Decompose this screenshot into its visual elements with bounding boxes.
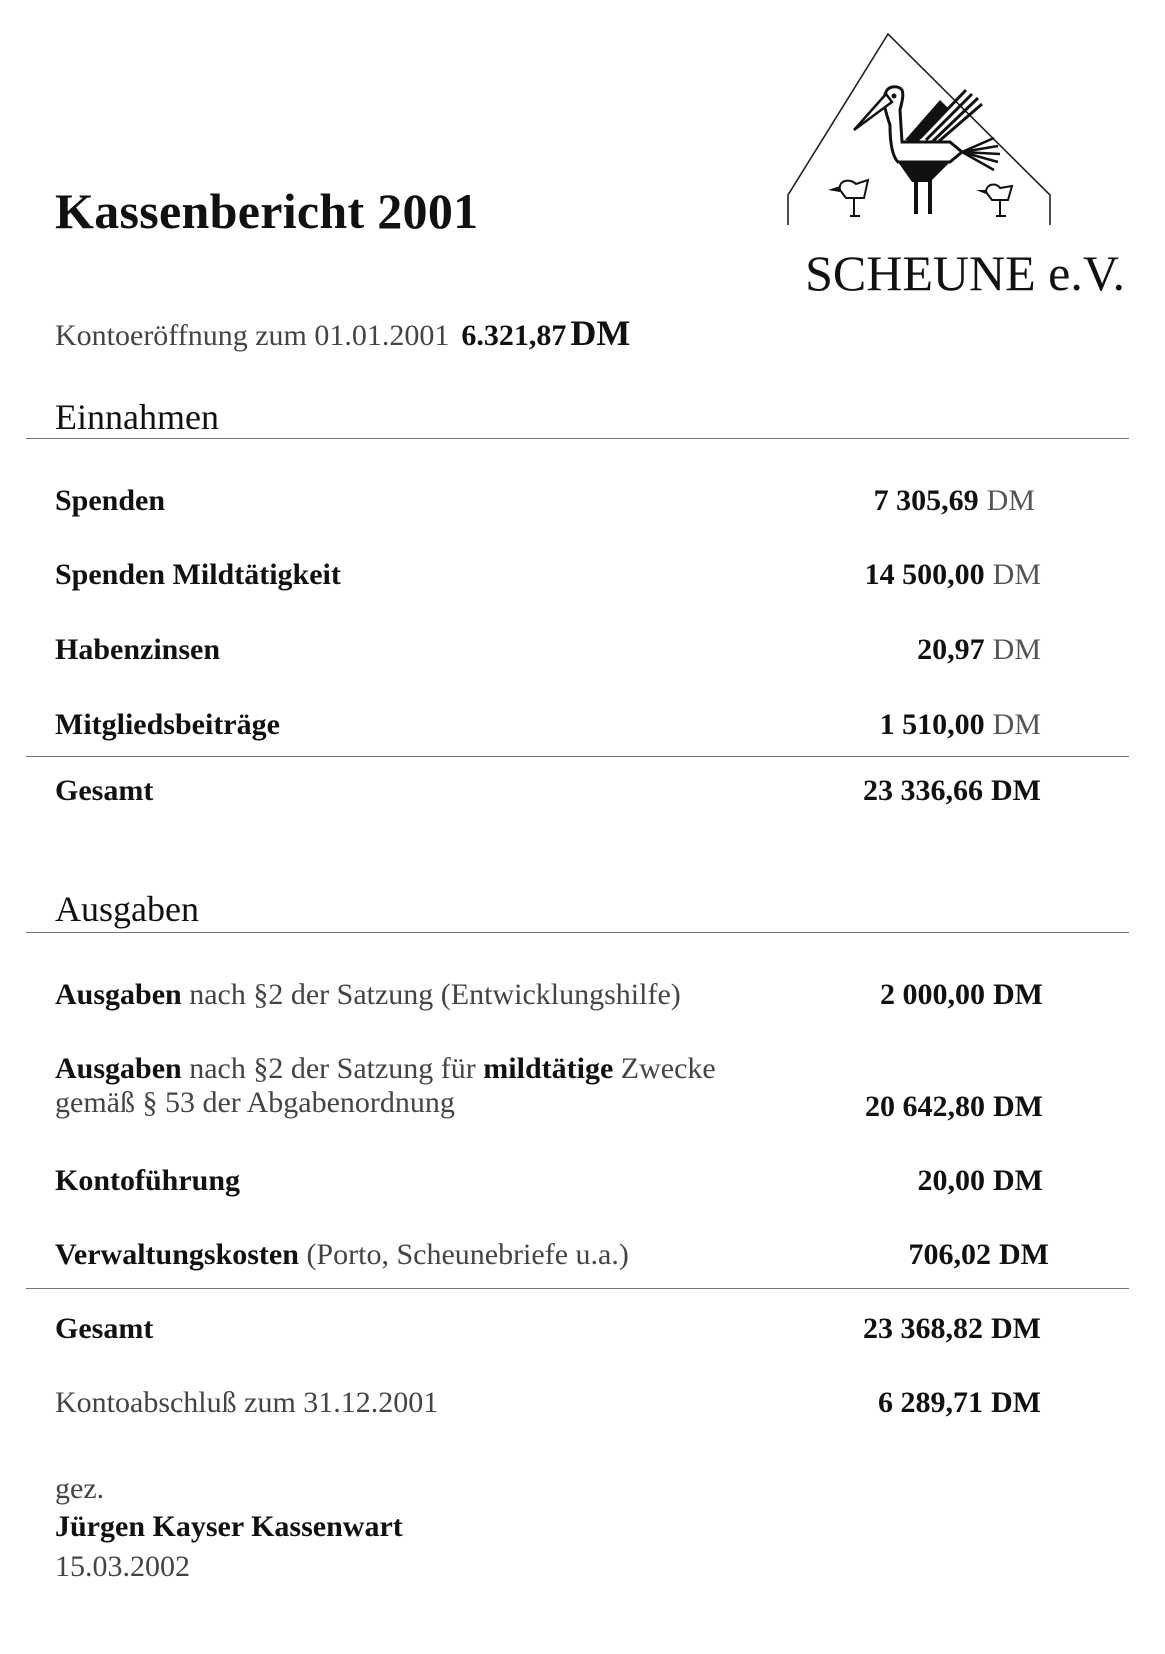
expenses-total-label: Gesamt [55, 1312, 154, 1345]
signature-name: Jürgen Kayser Kassenwart [55, 1510, 403, 1543]
income-heading: Einnahmen [55, 397, 219, 437]
expense-row-mildtaetig: Ausgaben nach §2 der Satzung für mildtätige Zwecke gemäß § 53 der Abgabenordnung 20 642,80 DM [55, 1052, 1085, 1120]
income-total-label: Gesamt [55, 774, 154, 807]
income-label: Mitgliedsbeiträge [55, 708, 280, 741]
expense-row-entwicklungshilfe: Ausgaben nach §2 der Satzung (Entwicklungshilfe) 2 000,00 DM [55, 978, 1043, 1011]
signature-date: 15.03.2002 [55, 1550, 190, 1583]
expenses-total-amount: 23 368,82 DM [863, 1312, 1041, 1345]
income-row-spenden-mildtaetigkeit [55, 558, 1085, 592]
closing-label: Kontoabschluß zum 31.12.2001 [55, 1386, 439, 1419]
income-row-mitgliedsbeitraege [55, 708, 1085, 742]
closing-balance-row [55, 1386, 1085, 1420]
income-row-habenzinsen [55, 633, 1085, 667]
expense-row-verwaltungskosten: Verwaltungskosten (Porto, Scheunebriefe u.a.) 706,02 DM [55, 1238, 1049, 1271]
closing-amount: 6 289,71 DM [878, 1386, 1041, 1419]
income-row-spenden [55, 484, 1085, 518]
income-amount: 7 305,69 DM [873, 484, 1035, 517]
signature-gez: gez. [55, 1472, 105, 1505]
expense-amount: 706,02 DM [908, 1238, 1049, 1271]
expense-line2: gemäß § 53 der Abgabenordnung [55, 1086, 455, 1119]
income-total-divider [26, 756, 1129, 757]
page-title: Kassenbericht 2001 [55, 183, 479, 239]
expenses-total-row [55, 1312, 1085, 1346]
expense-row-kontofuehrung: Kontoführung 20,00 DM [55, 1164, 1043, 1197]
opening-label: Kontoeröffnung zum 01.01.2001 [55, 319, 450, 352]
income-amount: 20,97 DM [917, 633, 1041, 666]
expenses-heading-divider [26, 932, 1129, 933]
expenses-total-divider [26, 1288, 1129, 1289]
income-label: Spenden Mildtätigkeit [55, 558, 341, 591]
opening-balance [55, 312, 630, 354]
opening-currency: DM [570, 313, 631, 353]
income-total-row [55, 774, 1085, 808]
income-total-amount: 23 336,66 DM [863, 774, 1041, 807]
expense-amount: 20 642,80 DM [865, 1090, 1043, 1123]
expenses-heading: Ausgaben [55, 889, 199, 929]
income-heading-divider [26, 438, 1129, 439]
income-amount: 14 500,00 DM [864, 558, 1041, 591]
income-label: Habenzinsen [55, 633, 221, 666]
organization-name: SCHEUNE e.V. [805, 245, 1125, 301]
income-label: Spenden [55, 484, 166, 517]
income-amount: 1 510,00 DM [879, 708, 1041, 741]
expense-amount: 2 000,00 DM [880, 978, 1043, 1011]
expense-amount: 20,00 DM [917, 1164, 1043, 1197]
opening-amount: 6.321,87 [461, 319, 567, 352]
